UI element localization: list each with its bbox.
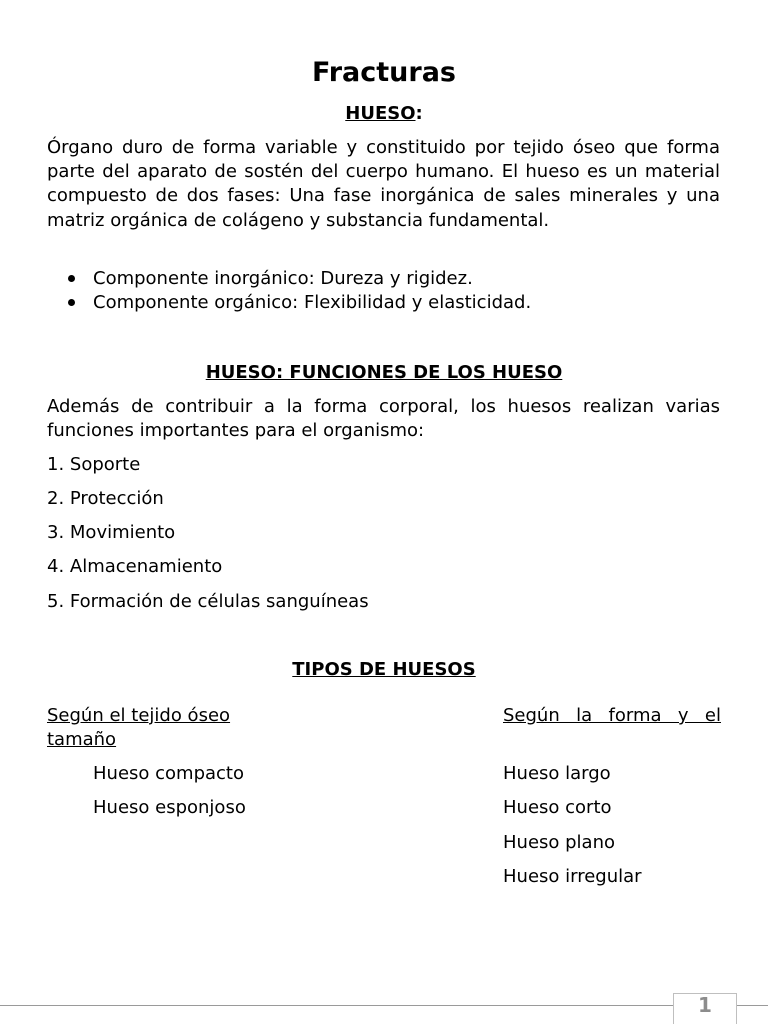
page-title: Fracturas <box>312 57 456 88</box>
section-heading-hueso-text: HUESO <box>345 103 416 124</box>
footer-divider <box>0 1005 768 1006</box>
shape-type-item: Hueso corto <box>503 797 612 818</box>
shape-type-item: Hueso plano <box>503 832 616 853</box>
bullet-icon <box>68 299 75 306</box>
right-column-heading: Según la forma y el <box>503 705 721 726</box>
page-number: 1 <box>698 993 712 1017</box>
bullet-icon <box>68 275 75 282</box>
shape-type-item: Hueso largo <box>503 763 611 784</box>
section-heading-funciones <box>0 361 768 385</box>
section-heading-hueso <box>0 102 768 126</box>
section-heading-tipos-text: TIPOS DE HUESOS <box>292 659 476 680</box>
tissue-type-item: Hueso compacto <box>93 763 244 784</box>
left-column-heading: Según el tejido óseo <box>47 705 231 726</box>
tissue-type-item: Hueso esponjoso <box>93 797 246 818</box>
funciones-paragraph: Además de contribuir a la forma corporal, los huesos realizan varias funciones importantes para el organismo: <box>47 396 720 442</box>
function-list-item: 5. Formación de células sanguíneas <box>47 591 369 612</box>
function-list-item: 3. Movimiento <box>47 522 176 543</box>
shape-type-item: Hueso irregular <box>503 866 642 887</box>
bullet-item: Componente orgánico: Flexibilidad y elasticidad. <box>93 292 532 313</box>
bullet-item: Componente inorgánico: Dureza y rigidez. <box>93 268 473 289</box>
section-heading-tipos <box>0 658 768 682</box>
section-heading-hueso-colon: : <box>415 103 423 124</box>
function-list-item: 1. Soporte <box>47 454 141 475</box>
section-heading-funciones-text: HUESO: FUNCIONES DE LOS HUESO <box>205 362 563 383</box>
function-list-item: 2. Protección <box>47 488 164 509</box>
function-list-item: 4. Almacenamiento <box>47 556 223 577</box>
hueso-definition-paragraph: Órgano duro de forma variable y constituido por tejido óseo que forma parte del aparato de sostén del cuerpo humano. El hueso es un material compuesto de dos fases: Una fase inorgánica de sales minerales y una matriz orgánica de colágeno y substancia fundamental. <box>47 137 720 231</box>
left-column-heading-cont: tamaño <box>47 729 117 750</box>
